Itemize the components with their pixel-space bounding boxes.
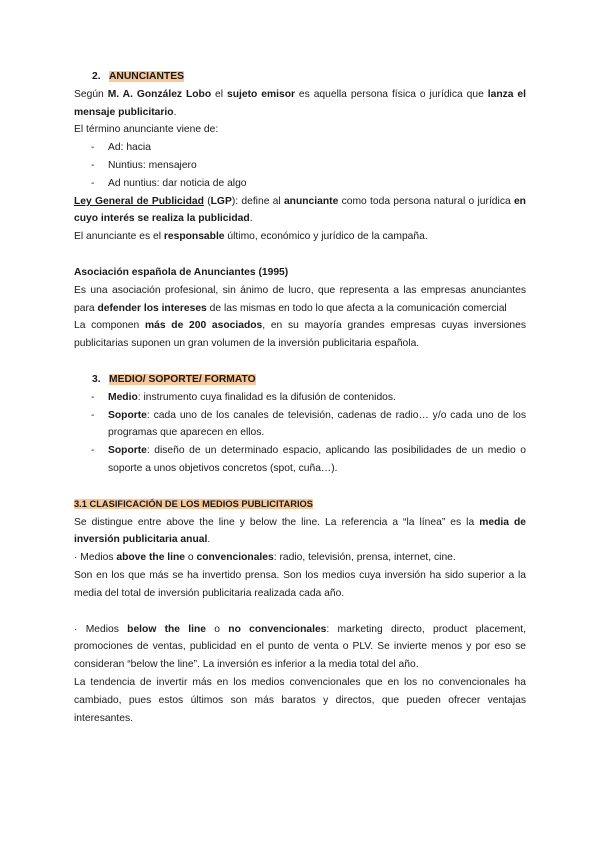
- paragraph-lgp: [74, 193, 526, 229]
- paragraph-above-the-line: [74, 549, 526, 567]
- term: Soporte: [108, 409, 147, 421]
- text: ): define al: [231, 195, 284, 207]
- section-2-heading: [74, 68, 526, 86]
- bold-term: defender los intereses: [97, 302, 207, 314]
- paragraph-below-the-line: [74, 621, 526, 674]
- paragraph-termino: El término anunciante viene de:: [74, 124, 219, 136]
- text: : marketing directo, product placement, promociones de ventas, publicidad en el punto de venta o PLV. Se invierte menos y por eso se consideran “below the line”. La inversión es inferior a la media total del año.: [74, 623, 526, 671]
- association-title: Asociación española de Anunciantes (1995): [74, 266, 289, 278]
- section-3-heading: [74, 371, 526, 389]
- text: es aquella persona física o jurídica que: [295, 88, 488, 100]
- text: (: [203, 195, 211, 207]
- bold-term: en cuyo interés se realiza la publicidad: [74, 195, 526, 225]
- paragraph-emisor: [74, 86, 526, 122]
- bold-term: sujeto emisor: [226, 88, 295, 100]
- text: Según: [74, 88, 108, 100]
- text: · Medios: [74, 623, 128, 635]
- paragraph-responsable: [74, 228, 526, 246]
- paragraph-componen: [74, 317, 526, 353]
- text: , en su mayoría grandes empresas cuyas inversiones publicitarias suponen un gran volumen de la inversión publicitaria española.: [74, 320, 527, 350]
- definition: : cada uno de los canales de televisión, cadenas de radio… y/o cada uno de los programas que aparecen en ellos.: [108, 409, 526, 439]
- bold-term: responsable: [163, 231, 225, 243]
- text: El anunciante es el: [74, 231, 164, 243]
- media-definitions-list: [74, 389, 526, 478]
- bold-term: above the line: [116, 552, 186, 564]
- section-number: 3.: [92, 373, 101, 385]
- subsection-3-1-heading: [74, 496, 526, 514]
- definition: : instrumento cuya finalidad es la difusión de contenidos.: [137, 391, 396, 403]
- definition: : diseño de un determinado espacio, aplicando las posibilidades de un medio o soporte a unos objetivos concretos (spot, cuña…).: [108, 445, 526, 474]
- text: o: [206, 623, 229, 635]
- document-page: [74, 68, 526, 727]
- bold-term: media de inversión publicitaria anual: [74, 516, 526, 546]
- term: Medio: [108, 391, 138, 403]
- bold-term: más de 200 asociados: [144, 320, 263, 332]
- text: último, económico y jurídico de la campaña.: [224, 231, 428, 243]
- text: el: [211, 88, 227, 100]
- bold-term: no convencionales: [228, 623, 327, 635]
- etymology-list: [74, 139, 526, 192]
- paragraph-linea: [74, 514, 526, 550]
- bold-term: LGP: [210, 195, 232, 207]
- section-title: ANUNCIANTES: [109, 71, 184, 82]
- bold-term: below the line: [127, 623, 207, 635]
- term: Soporte: [108, 445, 147, 457]
- text: .: [249, 213, 253, 225]
- bold-term: anunciante: [283, 195, 339, 207]
- text: Es una asociación profesional, sin ánimo de lucro, que representa a las empresas anunciantes para: [74, 284, 526, 314]
- text: como toda persona natural o jurídica: [338, 195, 514, 207]
- list-item: [74, 389, 526, 407]
- paragraph-tendencia: La tendencia de invertir más en los medios convencionales que en los no convencionales ha cambiado, pues estos últimos son más baratos y directos, que pueden ofrecer ventajas interesantes.: [74, 676, 526, 724]
- text: .: [207, 534, 211, 546]
- bold-term: lanza el mensaje publicitario: [74, 88, 526, 118]
- subsection-title: 3.1 CLASIFICACIÓN DE LOS MEDIOS PUBLICITARIOS: [74, 498, 313, 509]
- text: .: [173, 106, 177, 118]
- list-item: [74, 442, 526, 478]
- text: Se distingue entre above the line y below the line. La referencia a “la línea” es la: [74, 516, 480, 528]
- bold-term: convencionales: [196, 552, 274, 564]
- paragraph-prensa: Son en los que más se ha invertido prensa. Son los medios cuya inversión ha sido superior a la media del total de inversión publicitaria realizada cada año.: [74, 569, 526, 599]
- law-name: Ley General de Publicidad: [74, 195, 204, 207]
- text: La componen: [74, 320, 145, 332]
- text: · Medios: [74, 552, 117, 564]
- list-item: - Ad nuntius: dar noticia de algo: [74, 175, 526, 193]
- list-item: - Ad: hacia: [74, 139, 526, 157]
- text: o: [185, 552, 197, 564]
- text: : radio, televisión, prensa, internet, cine.: [273, 552, 456, 564]
- author-name: M. A. González Lobo: [107, 88, 212, 100]
- section-title: MEDIO/ SOPORTE/ FORMATO: [109, 373, 256, 385]
- list-item: - Nuntius: mensajero: [74, 157, 526, 175]
- section-number: 2.: [92, 71, 101, 82]
- list-item: [74, 407, 526, 443]
- text: de las mismas en todo lo que afecta a la comunicación comercial: [206, 302, 507, 314]
- paragraph-asociacion: [74, 282, 526, 318]
